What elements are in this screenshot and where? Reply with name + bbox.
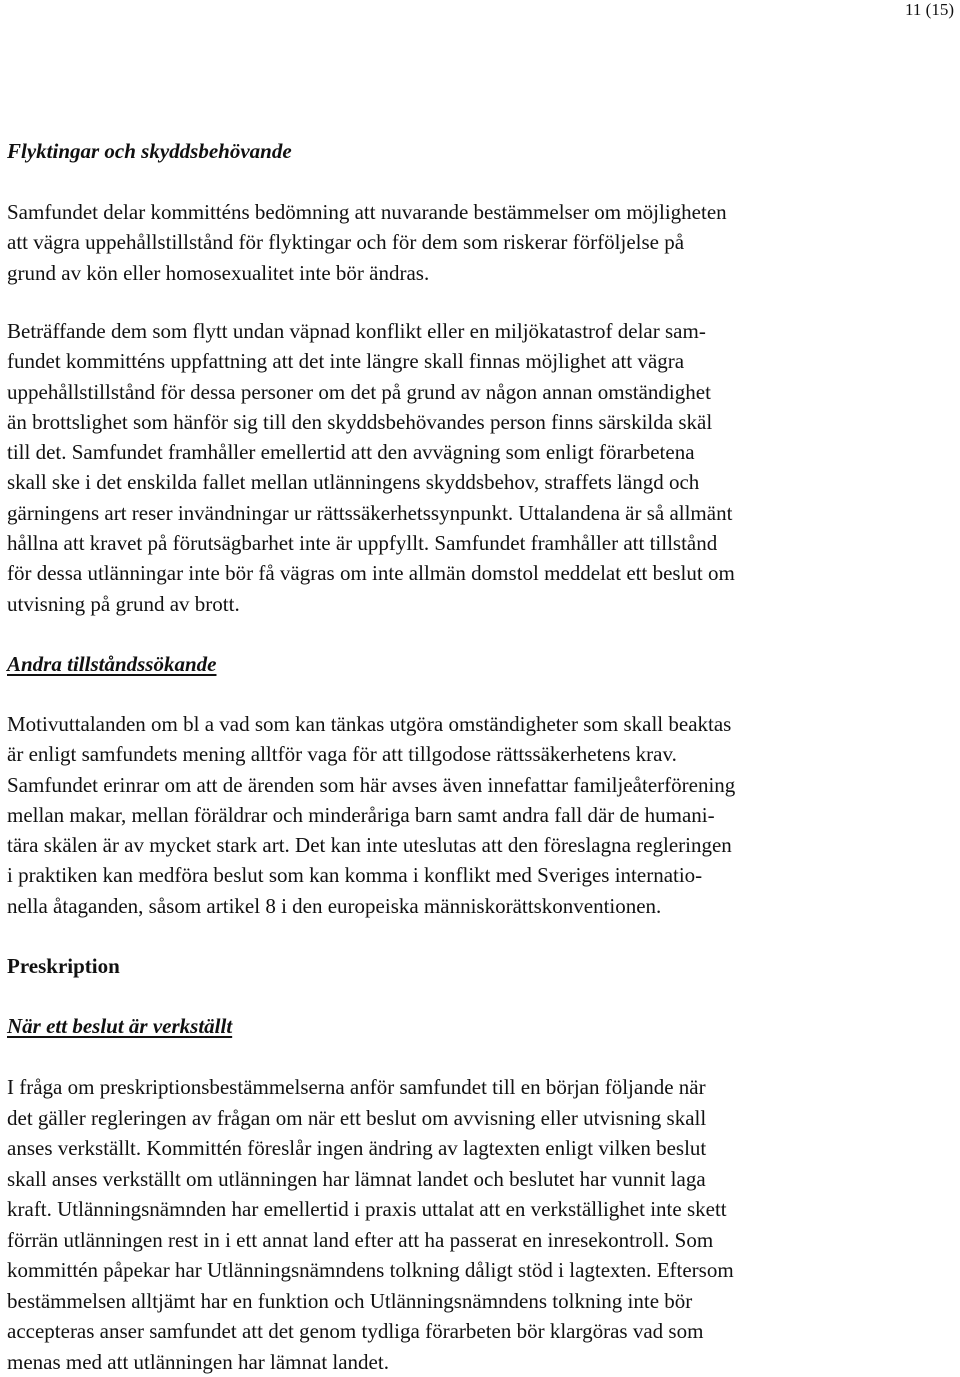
paragraph-line: kraft. Utlänningsnämnden har emellertid i praxis uttalat att en verkställighet inte skett — [7, 1194, 957, 1225]
paragraph-line: grund av kön eller homosexualitet inte bör ändras. — [7, 258, 957, 288]
subsection-heading-verkstallt: När ett beslut är verkställt — [7, 1013, 232, 1039]
paragraph-line: i praktiken kan medföra beslut som kan komma i konflikt med Sveriges internatio- — [7, 860, 957, 890]
paragraph-line: bestämmelsen alltjämt har en funktion och Utlänningsnämndens tolkning inte bör — [7, 1286, 957, 1317]
section-heading-preskription: Preskription — [7, 953, 120, 979]
paragraph-line: förrän utlänningen rest in i ett annat land efter att ha passerat en inresekontroll. Som — [7, 1225, 957, 1256]
paragraph-line: gärningens art reser invändningar ur rättssäkerhetssynpunkt. Uttalandena är så allmänt — [7, 498, 957, 528]
paragraph-3 — [7, 709, 957, 921]
paragraph-line: hållna att kravet på förutsägbarhet inte är uppfyllt. Samfundet framhåller att tillstånd — [7, 528, 957, 558]
paragraph-line: I fråga om preskriptionsbestämmelserna anför samfundet till en början följande när — [7, 1072, 957, 1103]
paragraph-line: att vägra uppehållstillstånd för flyktingar och för dem som riskerar förföljelse på — [7, 227, 957, 257]
paragraph-line: Samfundet delar kommitténs bedömning att nuvarande bestämmelser om möjligheten — [7, 197, 957, 227]
page-number: 11 (15) — [905, 0, 954, 20]
paragraph-line: Samfundet erinrar om att de ärenden som här avses även innefattar familjeåterförening — [7, 770, 957, 800]
paragraph-line: för dessa utlänningar inte bör få vägras om inte allmän domstol meddelat ett beslut om — [7, 558, 957, 588]
paragraph-line: menas med att utlänningen har lämnat landet. — [7, 1347, 957, 1377]
paragraph-line: uppehållstillstånd för dessa personer om det på grund av någon annan omständighet — [7, 377, 957, 407]
paragraph-line: det gäller regleringen av frågan om när ett beslut om avvisning eller utvisning skall — [7, 1103, 957, 1134]
paragraph-line: än brottslighet som hänför sig till den skyddsbehövandes person finns särskilda skäl — [7, 407, 957, 437]
paragraph-line: tära skälen är av mycket stark art. Det kan inte uteslutas att den föreslagna regleringen — [7, 830, 957, 860]
paragraph-line: skall anses verkställt om utlänningen har lämnat landet och beslutet har vunnit laga — [7, 1164, 957, 1195]
paragraph-line: Motivuttalanden om bl a vad som kan tänkas utgöra omständigheter som skall beaktas — [7, 709, 957, 739]
paragraph-line: skall ske i det enskilda fallet mellan utlänningens skyddsbehov, straffets längd och — [7, 467, 957, 497]
paragraph-line: Beträffande dem som flytt undan väpnad konflikt eller en miljökatastrof delar sam- — [7, 316, 957, 346]
paragraph-line: mellan makar, mellan föräldrar och minderåriga barn samt andra fall där de humani- — [7, 800, 957, 830]
paragraph-line: kommittén påpekar har Utlänningsnämndens tolkning dåligt stöd i lagtexten. Eftersom — [7, 1255, 957, 1286]
section-heading-flyktingar: Flyktingar och skyddsbehövande — [7, 138, 292, 164]
paragraph-line: till det. Samfundet framhåller emellertid att den avvägning som enligt förarbetena — [7, 437, 957, 467]
paragraph-line: nella åtaganden, såsom artikel 8 i den europeiska människorättskonventionen. — [7, 891, 957, 921]
paragraph-line: accepteras anser samfundet att det genom tydliga förarbeten bör klargöras vad som — [7, 1316, 957, 1347]
section-heading-andra-tillstandssokande: Andra tillståndssökande — [7, 651, 216, 677]
paragraph-2 — [7, 316, 957, 619]
paragraph-line: är enligt samfundets mening alltför vaga för att tillgodose rättssäkerhetens krav. — [7, 739, 957, 769]
paragraph-1 — [7, 197, 957, 288]
paragraph-line: anses verkställt. Kommittén föreslår ingen ändring av lagtexten enligt vilken beslut — [7, 1133, 957, 1164]
paragraph-4 — [7, 1072, 957, 1377]
paragraph-line: utvisning på grund av brott. — [7, 589, 957, 619]
paragraph-line: fundet kommitténs uppfattning att det inte längre skall finnas möjlighet att vägra — [7, 346, 957, 376]
